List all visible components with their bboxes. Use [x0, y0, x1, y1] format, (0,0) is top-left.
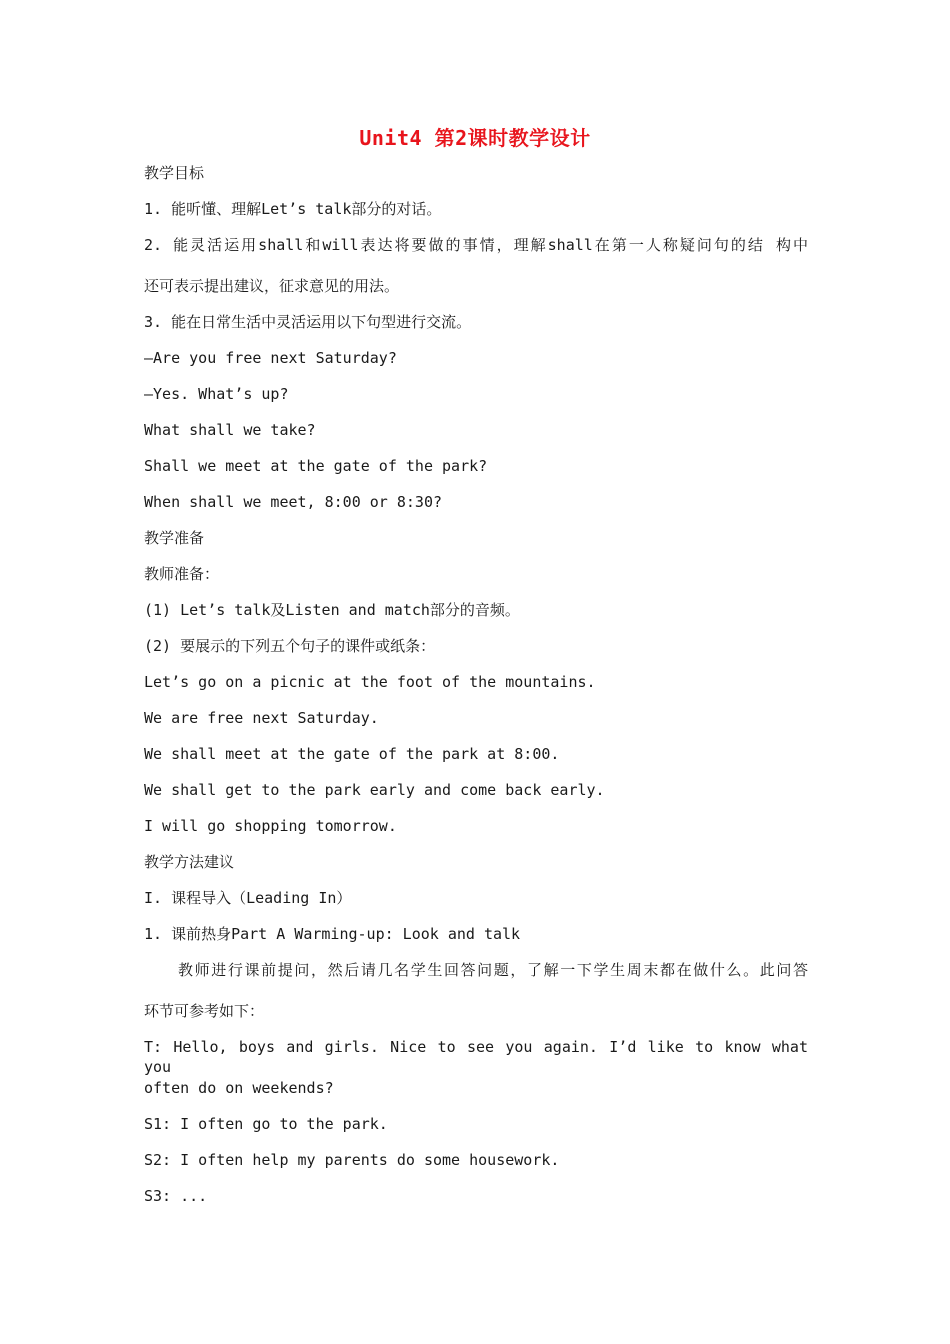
sentence-pattern: —Yes. What’s up?	[144, 385, 289, 403]
display-sentence: We are free next Saturday.	[144, 709, 379, 727]
section-leading-in: I. 课程导入（Leading In）	[144, 889, 352, 907]
warming-up-description: 教师进行课前提问，然后请几名学生回答问题，了解一下学生周末都在做什么。此问答	[178, 961, 808, 979]
teacher-preparation-label: 教师准备：	[144, 565, 220, 583]
preparation-item-2: (2) 要展示的下列五个句子的课件或纸条：	[144, 637, 436, 655]
goal-item-2: 2. 能灵活运用shall和will表达将要做的事情，理解shall在第一人称疑问句的结 构中	[144, 236, 808, 254]
heading-teaching-goals: 教学目标	[144, 164, 205, 182]
warming-up-description-continued: 环节可参考如下：	[144, 1002, 265, 1020]
goal-item-2-continued: 还可表示提出建议，征求意见的用法。	[144, 277, 400, 295]
heading-teaching-methods: 教学方法建议	[144, 853, 235, 871]
goal-item-3: 3. 能在日常生活中灵活运用以下句型进行交流。	[144, 313, 472, 331]
goal-item-1: 1. 能听懂、理解Let’s talk部分的对话。	[144, 200, 442, 218]
preparation-item-1: (1) Let’s talk及Listen and match部分的音频。	[144, 601, 520, 619]
display-sentence: I will go shopping tomorrow.	[144, 817, 397, 835]
sentence-pattern: When shall we meet, 8:00 or 8:30?	[144, 493, 443, 511]
dialogue-student-2: S2: I often help my parents do some housework.	[144, 1151, 560, 1169]
sentence-pattern: What shall we take?	[144, 421, 316, 439]
dialogue-student-3: S3: ...	[144, 1187, 208, 1205]
sentence-pattern: —Are you free next Saturday?	[144, 349, 397, 367]
dialogue-teacher: T: Hello, boys and girls. Nice to see you again. I’d like to know what you	[144, 1038, 808, 1076]
display-sentence: We shall meet at the gate of the park at 8:00.	[144, 745, 560, 763]
dialogue-teacher-continued: often do on weekends?	[144, 1079, 334, 1097]
sentence-pattern: Shall we meet at the gate of the park?	[144, 457, 488, 475]
document-title: Unit4 第2课时教学设计	[359, 126, 591, 150]
display-sentence: Let’s go on a picnic at the foot of the mountains.	[144, 673, 596, 691]
display-sentence: We shall get to the park early and come back early.	[144, 781, 605, 799]
warming-up-item: 1. 课前热身Part A Warming-up: Look and talk	[144, 925, 521, 943]
dialogue-student-1: S1: I often go to the park.	[144, 1115, 388, 1133]
heading-teaching-preparation: 教学准备	[144, 529, 205, 547]
